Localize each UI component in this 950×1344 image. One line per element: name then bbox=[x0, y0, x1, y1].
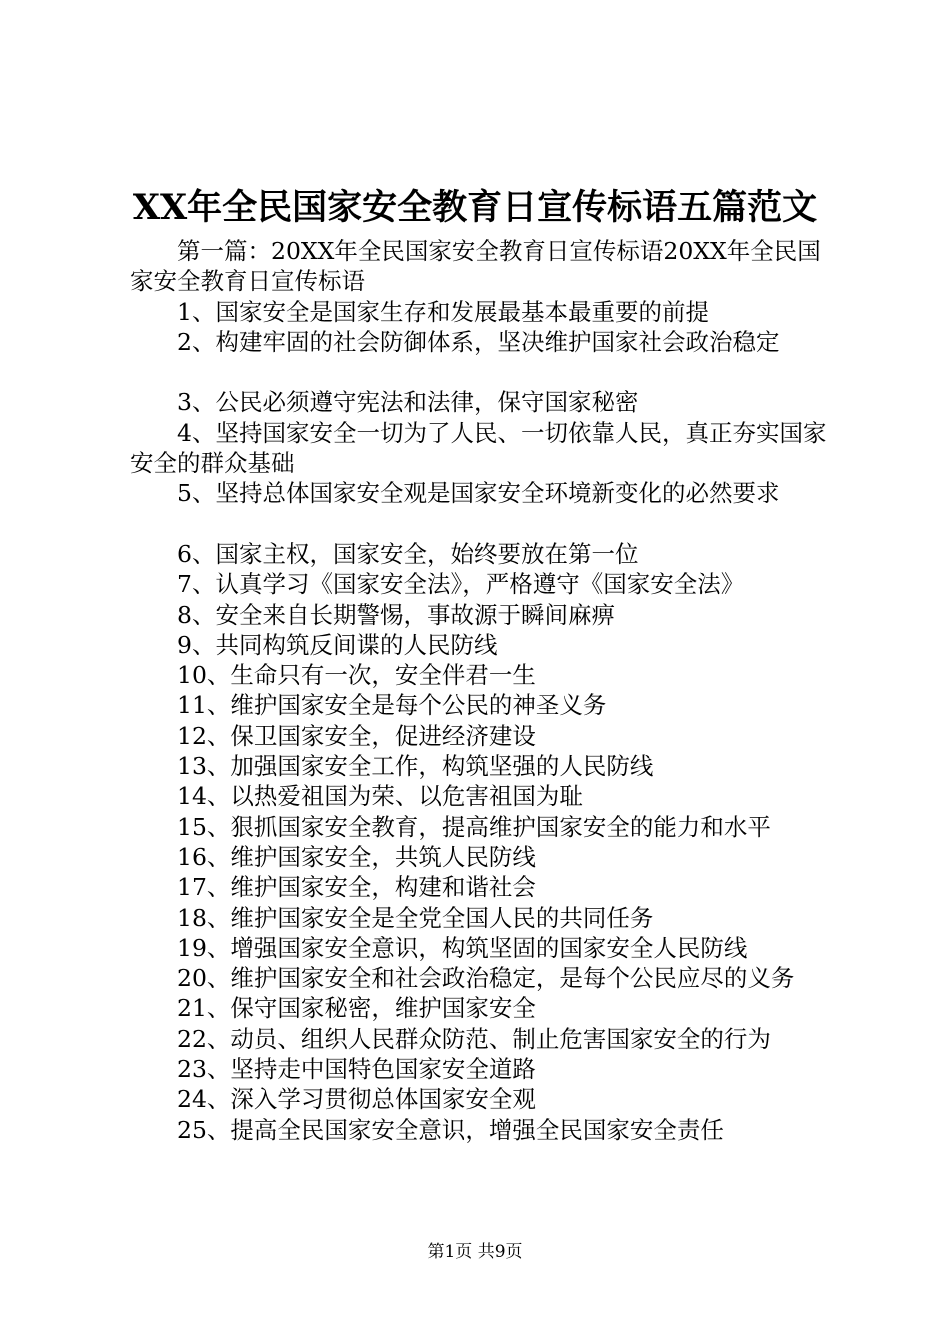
slogan-item-13: 13、加强国家安全工作，构筑坚强的人民防线 bbox=[177, 752, 654, 781]
intro-paragraph: 第一篇：20XX年全民国家安全教育日宣传标语20XX年全民国家安全教育日宣传标语 bbox=[130, 237, 821, 296]
slogan-item-17: 17、维护国家安全，构建和谐社会 bbox=[177, 873, 536, 902]
slogan-item-15: 15、狠抓国家安全教育，提高维护国家安全的能力和水平 bbox=[177, 812, 771, 841]
slogan-item-11: 11、维护国家安全是每个公民的神圣义务 bbox=[177, 691, 607, 720]
slogan-item-19: 19、增强国家安全意识，构筑坚固的国家安全人民防线 bbox=[177, 933, 748, 962]
document-title: XX年全民国家安全教育日宣传标语五篇范文 bbox=[132, 187, 818, 228]
slogan-item-8: 8、安全来自长期警惕，事故源于瞬间麻痹 bbox=[177, 600, 615, 629]
slogan-item-5: 5、坚持总体国家安全观是国家安全环境新变化的必然要求 bbox=[177, 479, 780, 508]
slogan-item-25: 25、提高全民国家安全意识，增强全民国家安全责任 bbox=[177, 1115, 724, 1144]
slogan-item-3: 3、公民必须遵守宪法和法律，保守国家秘密 bbox=[177, 388, 639, 417]
slogan-item-12: 12、保卫国家安全，促进经济建设 bbox=[177, 721, 536, 750]
slogan-item-18: 18、维护国家安全是全党全国人民的共同任务 bbox=[177, 903, 654, 932]
slogan-item-22: 22、动员、组织人民群众防范、制止危害国家安全的行为 bbox=[177, 1024, 771, 1053]
slogan-item-2: 2、构建牢固的社会防御体系，坚决维护国家社会政治稳定 bbox=[177, 327, 780, 356]
slogan-item-9: 9、共同构筑反间谍的人民防线 bbox=[177, 630, 498, 659]
slogan-item-1: 1、国家安全是国家生存和发展最基本最重要的前提 bbox=[177, 297, 709, 326]
slogan-item-6: 6、国家主权，国家安全，始终要放在第一位 bbox=[177, 539, 639, 568]
slogan-item-21: 21、保守国家秘密，维护国家安全 bbox=[177, 994, 536, 1023]
slogan-item-23: 23、坚持走中国特色国家安全道路 bbox=[177, 1055, 536, 1084]
slogan-item-10: 10、生命只有一次，安全伴君一生 bbox=[177, 661, 536, 690]
slogan-item-14: 14、以热爱祖国为荣、以危害祖国为耻 bbox=[177, 782, 583, 811]
slogan-item-16: 16、维护国家安全，共筑人民防线 bbox=[177, 842, 536, 871]
slogan-item-24: 24、深入学习贯彻总体国家安全观 bbox=[177, 1085, 536, 1114]
page-footer: 第1页 共9页 bbox=[427, 1242, 523, 1262]
slogan-item-7: 7、认真学习《国家安全法》，严格遵守《国家安全法》 bbox=[177, 570, 745, 599]
slogan-item-4: 4、坚持国家安全一切为了人民、一切依靠人民，真正夯实国家安全的群众基础 bbox=[130, 418, 827, 478]
document-body bbox=[130, 236, 832, 1145]
slogan-item-20: 20、维护国家安全和社会政治稳定，是每个公民应尽的义务 bbox=[177, 964, 795, 993]
